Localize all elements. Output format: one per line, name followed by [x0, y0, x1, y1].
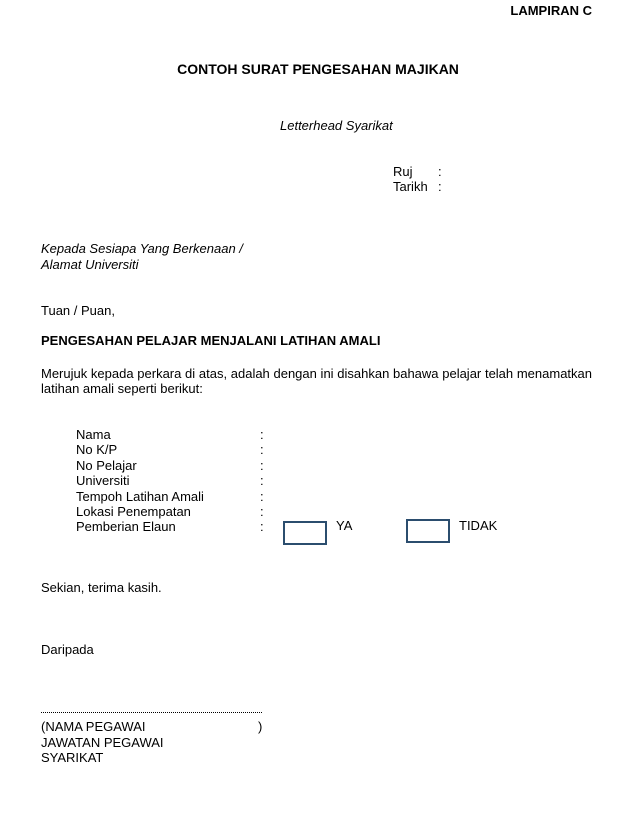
detail-colon: : [260, 427, 264, 442]
from-label: Daripada [41, 642, 94, 657]
company-placeholder: SYARIKAT [41, 750, 104, 765]
tidak-label: TIDAK [459, 518, 498, 533]
officer-name-placeholder: (NAMA PEGAWAI [41, 719, 146, 734]
ya-label: YA [336, 518, 353, 533]
ya-checkbox[interactable] [283, 521, 327, 545]
reference-row-tarikh [393, 179, 446, 194]
detail-row-no-pelajar [76, 458, 270, 473]
detail-label: No K/P [76, 442, 118, 458]
detail-colon: : [260, 519, 264, 535]
detail-colon: : [260, 442, 264, 458]
detail-row-no-kp [76, 442, 270, 457]
recipient-line-2: Alamat Universiti [41, 257, 139, 272]
tidak-checkbox[interactable] [406, 519, 450, 543]
subject-heading: PENGESAHAN PELAJAR MENJALANI LATIHAN AMALI [41, 333, 381, 348]
appendix-label: LAMPIRAN C [510, 3, 592, 18]
detail-colon: : [260, 503, 264, 519]
detail-colon: : [260, 488, 264, 504]
reference-row-ruj [393, 164, 446, 179]
detail-row-elaun [76, 519, 270, 534]
detail-label: Lokasi Penempatan [76, 503, 191, 519]
student-details [76, 427, 270, 535]
officer-position-placeholder: JAWATAN PEGAWAI [41, 734, 164, 750]
detail-row-tempoh [76, 489, 270, 504]
reference-block [393, 164, 446, 194]
recipient-block [41, 241, 243, 273]
detail-row-lokasi [76, 504, 270, 519]
salutation: Tuan / Puan, [41, 303, 115, 318]
intro-paragraph: Merujuk kepada perkara di atas, adalah dengan ini disahkan bahawa pelajar telah menamatkan latihan amali seperti berikut: [41, 366, 592, 396]
ruj-colon: : [438, 164, 442, 179]
closing-line: Sekian, terima kasih. [41, 580, 162, 595]
detail-label: No Pelajar [76, 457, 137, 473]
document-title: CONTOH SURAT PENGESAHAN MAJIKAN [177, 61, 459, 77]
ruj-label: Ruj [393, 164, 413, 179]
signature-name-row [41, 719, 262, 735]
detail-label: Universiti [76, 473, 130, 489]
tarikh-colon: : [438, 179, 442, 194]
letterhead-placeholder: Letterhead Syarikat [280, 118, 393, 133]
signature-line [41, 712, 262, 713]
tarikh-label: Tarikh [393, 179, 428, 194]
detail-colon: : [260, 473, 264, 489]
detail-label: Pemberian Elaun [76, 519, 176, 535]
recipient-line-1: Kepada Sesiapa Yang Berkenaan / [41, 241, 243, 256]
detail-label: Tempoh Latihan Amali [76, 488, 204, 504]
signature-block [41, 719, 262, 766]
close-paren: ) [258, 719, 263, 734]
detail-row-nama [76, 427, 270, 442]
detail-row-universiti [76, 473, 270, 488]
detail-label: Nama [76, 427, 111, 442]
detail-colon: : [260, 457, 264, 473]
